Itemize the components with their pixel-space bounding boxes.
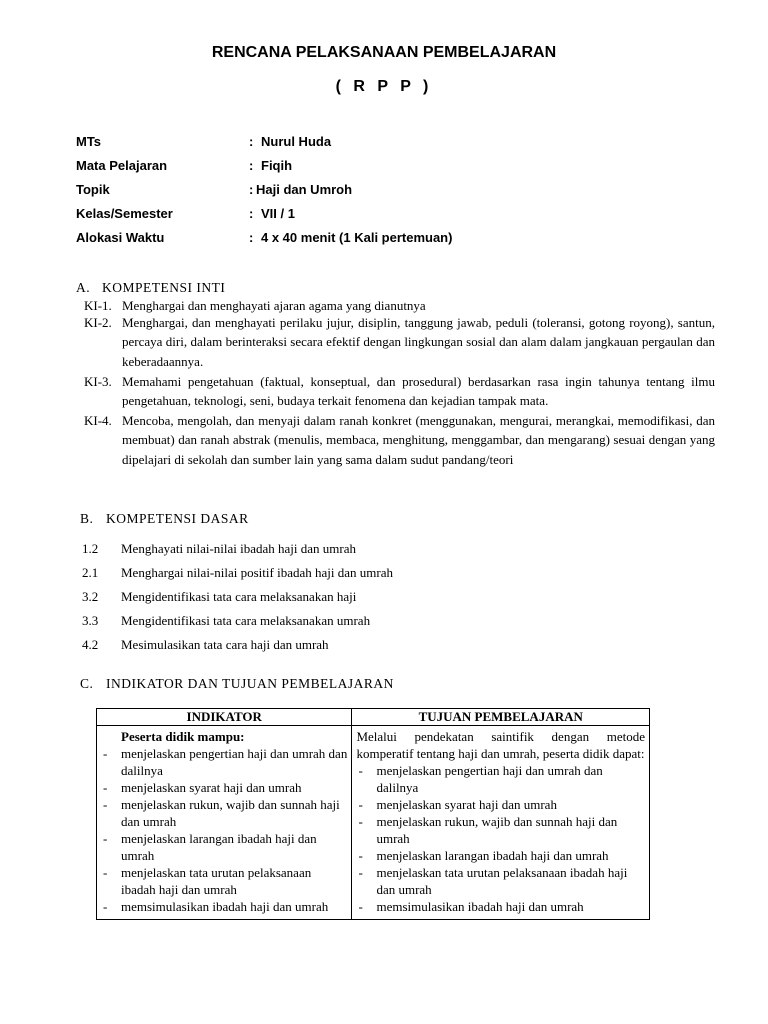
tujuan-item: - menjelaskan rukun, wajib dan sunnah haji dan umrah xyxy=(356,813,645,847)
table-header-row xyxy=(97,709,650,726)
kd-text: Mengidentifikasi tata cara melaksanakan haji xyxy=(121,589,357,604)
section-heading-kompetensi-inti xyxy=(76,280,225,296)
indikator-item: - menjelaskan syarat haji dan umrah xyxy=(101,779,347,796)
section-heading-kompetensi-dasar xyxy=(80,511,249,527)
ki-number: KI-1. xyxy=(84,298,112,313)
section-marker: B. xyxy=(80,511,94,526)
info-value: VII / 1 xyxy=(261,206,295,221)
kd-number: 3.3 xyxy=(82,613,99,628)
info-label: Mata Pelajaran xyxy=(76,158,168,173)
info-value: 4 x 40 menit (1 Kali pertemuan) xyxy=(261,230,453,245)
info-label: Topik xyxy=(76,182,110,197)
kd-item xyxy=(82,613,582,637)
info-colon: : xyxy=(249,230,254,245)
info-label: Kelas/Semester xyxy=(76,206,173,221)
ki-text: Mencoba, mengolah, dan menyaji dalam ranah konkret (menggunakan, mengurai, merangkai, memodifikasi, dan membuat) dan ranah abstrak (menulis, membaca, menghitung, menggambar, dan mengarang) sesuai dengan yang dipelajari di sekolah dan sumber lain yang sama dalam sudut pandang/teori xyxy=(122,413,715,467)
section-title: KOMPETENSI INTI xyxy=(102,280,226,295)
ki-number: KI-3. xyxy=(84,374,112,389)
tujuan-item: - menjelaskan pengertian haji dan umrah dan dalilnya xyxy=(356,762,645,796)
document-title: RENCANA PELAKSANAAN PEMBELAJARAN xyxy=(211,44,557,61)
info-row-topic xyxy=(76,182,676,206)
indikator-item: - menjelaskan tata urutan pelaksanaan ibadah haji dan umrah xyxy=(101,864,347,898)
info-label: Alokasi Waktu xyxy=(76,230,165,245)
kd-text: Mesimulasikan tata cara haji dan umrah xyxy=(121,637,329,652)
indikator-item: - menjelaskan larangan ibadah haji dan umrah xyxy=(101,830,347,864)
info-label: MTs xyxy=(76,134,102,149)
tujuan-item: - memsimulasikan ibadah haji dan umrah xyxy=(356,898,645,915)
ki-text: Menghargai dan menghayati ajaran agama yang dianutnya xyxy=(122,298,426,313)
kd-number: 2.1 xyxy=(82,565,99,580)
info-value: Fiqih xyxy=(261,158,293,173)
column-header-indikator: INDIKATOR xyxy=(97,709,352,726)
info-row-class-semester xyxy=(76,206,676,230)
info-row-school xyxy=(76,134,676,158)
info-colon: : xyxy=(249,182,254,197)
kd-text: Menghayati nilai-nilai ibadah haji dan umrah xyxy=(121,541,357,556)
ki-text: Menghargai, dan menghayati perilaku jujur, disiplin, tanggung jawab, peduli (toleransi, gotong royong), santun, percaya diri, dalam berinteraksi secara efektif dengan lingkungan sosial dan alam dalam jangkauan pergaulan dan keberadaannya. xyxy=(122,315,715,369)
info-colon: : xyxy=(249,158,254,173)
kd-text: Mengidentifikasi tata cara melaksanakan umrah xyxy=(121,613,371,628)
kd-number: 1.2 xyxy=(82,541,99,556)
kd-item xyxy=(82,541,582,565)
indikator-list xyxy=(101,745,347,915)
tujuan-item: - menjelaskan tata urutan pelaksanaan ibadah haji dan umrah xyxy=(356,864,645,898)
indikator-item: - memsimulasikan ibadah haji dan umrah xyxy=(101,898,347,915)
identity-block xyxy=(76,134,676,254)
tujuan-cell xyxy=(352,726,650,920)
info-value: Haji dan Umroh xyxy=(256,182,353,197)
section-title: KOMPETENSI DASAR xyxy=(106,511,249,526)
ki-item xyxy=(84,372,715,411)
tujuan-item: - menjelaskan syarat haji dan umrah xyxy=(356,796,645,813)
section-title: INDIKATOR DAN TUJUAN PEMBELAJARAN xyxy=(106,676,394,691)
info-colon: : xyxy=(249,206,254,221)
column-header-tujuan: TUJUAN PEMBELAJARAN xyxy=(352,709,650,726)
kd-item xyxy=(82,637,582,661)
section-marker: C. xyxy=(80,676,94,691)
ki-number: KI-4. xyxy=(84,413,112,428)
indikator-item: - menjelaskan pengertian haji dan umrah dan dalilnya xyxy=(101,745,347,779)
ki-item xyxy=(84,313,715,371)
document-subtitle: ( R P P ) xyxy=(335,78,433,95)
section-heading-indikator-tujuan xyxy=(80,676,394,692)
info-colon: : xyxy=(249,134,254,149)
info-value: Nurul Huda xyxy=(261,134,332,149)
ki-item xyxy=(84,411,715,469)
table-row xyxy=(97,726,650,920)
tujuan-lead: Melalui pendekatan saintifik dengan metode komperatif tentang haji dan umrah, peserta didik dapat: xyxy=(356,729,645,761)
ki-number: KI-2. xyxy=(84,315,112,330)
indikator-lead: Peserta didik mampu: xyxy=(121,729,245,744)
kd-number: 3.2 xyxy=(82,589,99,604)
kd-text: Menghargai nilai-nilai positif ibadah haji dan umrah xyxy=(121,565,393,580)
kd-list xyxy=(82,541,582,661)
ki-text: Memahami pengetahuan (faktual, konseptual, dan prosedural) berdasarkan rasa ingin tahunya tentang ilmu pengetahuan, teknologi, seni, budaya terkait fenomena dan kejadian tampak mata. xyxy=(122,374,715,409)
indikator-cell xyxy=(97,726,352,920)
indikator-item: - menjelaskan rukun, wajib dan sunnah haji dan umrah xyxy=(101,796,347,830)
info-row-time-allocation xyxy=(76,230,676,254)
kd-number: 4.2 xyxy=(82,637,99,652)
tujuan-item: - menjelaskan larangan ibadah haji dan umrah xyxy=(356,847,645,864)
indicator-objective-table xyxy=(96,708,650,920)
section-marker: A. xyxy=(76,280,91,295)
kd-item xyxy=(82,589,582,613)
kd-item xyxy=(82,565,582,589)
tujuan-list xyxy=(356,762,645,915)
info-row-subject xyxy=(76,158,676,182)
